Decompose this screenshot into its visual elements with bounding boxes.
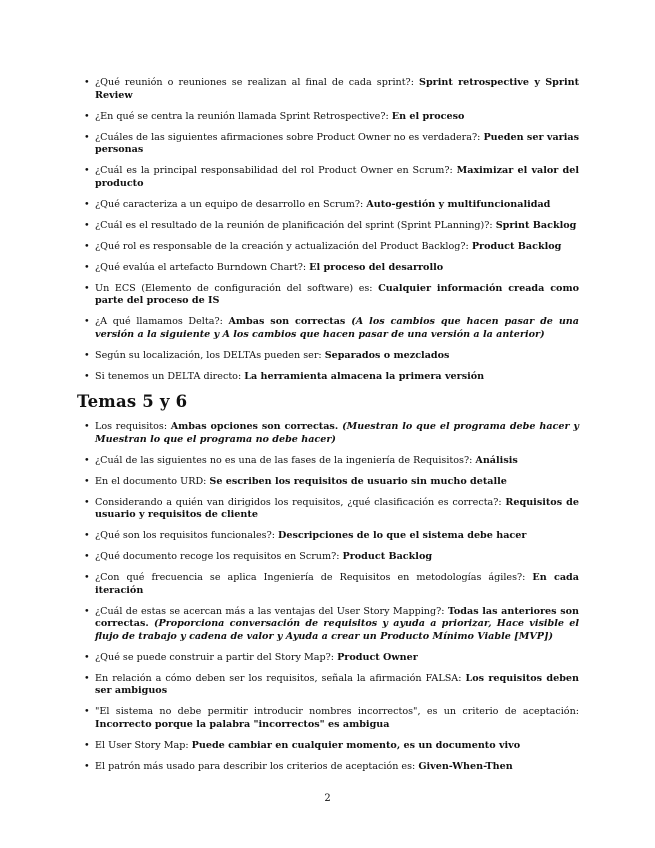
answer-text: En el proceso xyxy=(391,110,465,122)
answer-text: Product Backlog xyxy=(342,551,433,563)
question-text: ¿Cuál de estas se acercan más a las ventajas del User Story Mapping?: xyxy=(95,605,448,617)
answer-text: Given-When-Then xyxy=(418,760,513,772)
answer-detail-text: (A los cambios que hacen pasar de una versión a la siguiente y A los cambios que hacen pasar de una versión a la anterior) xyxy=(95,316,579,340)
answer-text: Se escriben los requisitos de usuario sin mucho detalle xyxy=(209,475,507,487)
answer-text: Ambas son correctas xyxy=(228,316,352,328)
question-text: ¿A qué llamamos Delta?: xyxy=(95,316,229,328)
list-item xyxy=(95,77,579,102)
list-item xyxy=(95,476,579,489)
list-item xyxy=(95,706,579,731)
list-item xyxy=(95,740,579,753)
list-item xyxy=(95,262,579,275)
list-item xyxy=(95,652,579,665)
answer-text: Product Owner xyxy=(337,651,418,663)
answer-text: Incorrecto porque la palabra "incorrectos" es ambigua xyxy=(95,719,390,730)
list-item xyxy=(95,761,579,774)
list-item xyxy=(95,371,579,384)
question-list-requirements xyxy=(95,421,579,782)
question-text: Los requisitos: xyxy=(95,421,171,432)
question-list-scrum xyxy=(95,77,579,392)
question-text: En relación a cómo deben ser los requisitos, señala la afirmación FALSA: xyxy=(95,672,466,684)
answer-text: Los requisitos deben ser ambiguos xyxy=(95,672,579,697)
answer-text: Análisis xyxy=(475,454,518,466)
question-text: ¿Con qué frecuencia se aplica Ingeniería de Requisitos en metodologías ágiles?: xyxy=(95,572,533,584)
answer-text: Pueden ser varias personas xyxy=(95,131,579,156)
list-item xyxy=(95,497,579,522)
question-text: ¿Qué reunión o reuniones se realizan al final de cada sprint?: xyxy=(95,77,420,88)
list-item xyxy=(95,199,579,212)
answer-text: Separados o mezclados xyxy=(324,349,450,361)
question-text: ¿Qué rol es responsable de la creación y actualización del Product Backlog?: xyxy=(95,240,472,252)
section-heading: Temas 5 y 6 xyxy=(77,392,188,411)
answer-text: Sprint Backlog xyxy=(495,219,577,231)
list-item xyxy=(95,111,579,124)
answer-text: Puede cambiar en cualquier momento, es un documento vivo xyxy=(191,739,521,751)
question-text: ¿Cuál es la principal responsabilidad del rol Product Owner en Scrum?: xyxy=(95,165,457,177)
question-text: "El sistema no debe permitir introducir nombres incorrectos", es un criterio de aceptación: xyxy=(95,706,579,718)
list-item xyxy=(95,220,579,233)
answer-text: Descripciones de lo que el sistema debe hacer xyxy=(278,530,527,542)
list-item xyxy=(95,316,579,341)
list-item xyxy=(95,165,579,190)
question-text: ¿Cuál de las siguientes no es una de las fases de la ingeniería de Requisitos?: xyxy=(95,454,476,466)
answer-text: Sprint retrospective y Sprint Review xyxy=(95,77,580,101)
list-item xyxy=(95,551,579,564)
question-text: ¿Cuáles de las siguientes afirmaciones sobre Product Owner no es verdadera?: xyxy=(95,131,484,143)
answer-text: Product Backlog xyxy=(471,240,562,252)
list-item xyxy=(95,350,579,363)
answer-text: El proceso del desarrollo xyxy=(309,261,444,273)
question-text: ¿Qué son los requisitos funcionales?: xyxy=(95,530,279,542)
answer-text: Requisitos de usuario y requisitos de cliente xyxy=(95,496,579,521)
answer-text: Maximizar el valor del producto xyxy=(95,165,579,189)
list-item xyxy=(95,673,579,698)
list-item xyxy=(95,530,579,543)
question-text: Considerando a quién van dirigidos los requisitos, ¿qué clasificación es correcta?: xyxy=(95,496,506,508)
question-text: ¿Qué evalúa el artefacto Burndown Chart?: xyxy=(95,261,310,273)
list-item xyxy=(95,572,579,597)
question-text: En el documento URD: xyxy=(95,475,210,487)
question-text: ¿En qué se centra la reunión llamada Sprint Retrospective?: xyxy=(95,110,392,122)
answer-detail-text: (Proporciona conversación de requisitos y ayuda a priorizar, Hace visible el flujo de trabajo y cadena de valor y Ayuda a crear un Producto Mínimo Viable [MVP]) xyxy=(95,618,580,642)
list-item xyxy=(95,455,579,468)
question-text: El patrón más usado para describir los criterios de aceptación es: xyxy=(95,760,419,772)
answer-text: En cada iteración xyxy=(95,572,579,596)
list-item xyxy=(95,606,579,644)
answer-text: Auto-gestión y multifuncionalidad xyxy=(366,198,551,210)
question-text: ¿Qué caracteriza a un equipo de desarrollo en Scrum?: xyxy=(95,198,367,210)
list-item xyxy=(95,132,579,157)
page-number: 2 xyxy=(324,793,331,804)
question-text: ¿Qué documento recoge los requisitos en Scrum?: xyxy=(95,551,343,563)
question-text: El User Story Map: xyxy=(95,739,192,751)
question-text: Según su localización, los DELTAs pueden ser: xyxy=(95,349,325,361)
answer-detail-text: (Muestran lo que el programa debe hacer y Muestran lo que el programa no debe hacer) xyxy=(95,421,579,445)
question-text: ¿Qué se puede construir a partir del Story Map?: xyxy=(95,651,338,663)
list-item xyxy=(95,283,579,308)
question-text: ¿Cuál es el resultado de la reunión de planificación del sprint (Sprint PLanning)?: xyxy=(95,219,496,231)
answer-text: Cualquier información creada como parte del proceso de IS xyxy=(95,282,579,307)
question-text: Un ECS (Elemento de configuración del software) es: xyxy=(95,282,379,294)
question-text: Si tenemos un DELTA directo: xyxy=(95,370,245,382)
answer-text: Todas las anteriores son correctas. xyxy=(95,605,579,630)
answer-text: Ambas opciones son correctas. xyxy=(170,421,343,432)
list-item xyxy=(95,421,579,446)
list-item xyxy=(95,241,579,254)
answer-text: La herramienta almacena la primera versión xyxy=(244,370,485,382)
